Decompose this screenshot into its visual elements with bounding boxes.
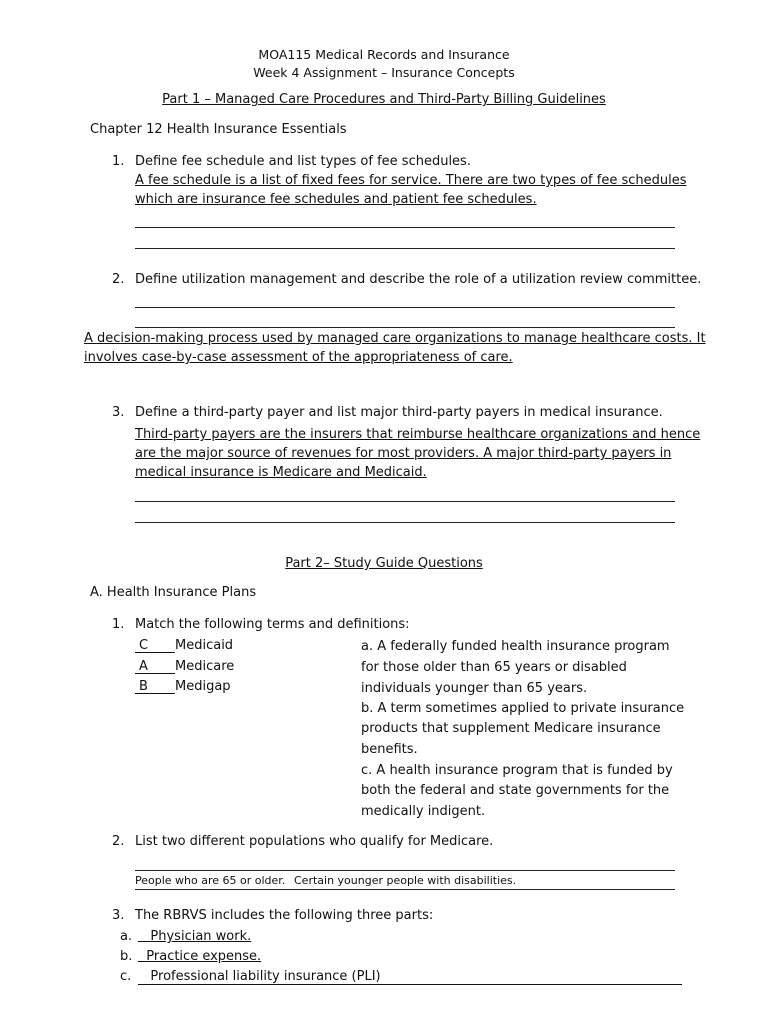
part2-title: Part 2– Study Guide Questions [285, 556, 483, 571]
p2-q1-question: Match the following terms and definitions: [135, 617, 410, 632]
match-row [135, 659, 234, 674]
definition-line: a. A federally funded health insurance program [361, 639, 670, 654]
q3-blank-line [135, 501, 675, 502]
p2-q2-blank-line [135, 889, 675, 890]
q1-question: Define fee schedule and list types of fee schedules. [135, 154, 471, 169]
q2-answer-line1: A decision-making process used by managed care organizations to manage healthcare costs. It [84, 331, 706, 346]
q2-question: Define utilization management and describe the role of a utilization review committee. [135, 272, 702, 287]
q1-blank-line [135, 227, 675, 228]
p2-q2-number: 2. [112, 834, 125, 849]
p2-q1-number: 1. [112, 617, 125, 632]
chapter-heading: Chapter 12 Health Insurance Essentials [90, 122, 347, 137]
definition-line: medically indigent. [361, 804, 486, 819]
match-letter: A [135, 659, 175, 674]
rbrvs-part-value: Practice expense. [146, 949, 262, 964]
section-a-heading: A. Health Insurance Plans [90, 585, 257, 600]
q2-answer-line2: involves case-by-case assessment of the appropriateness of care. [84, 350, 513, 365]
match-term: Medigap [175, 679, 231, 694]
definition-line: individuals younger than 65 years. [361, 681, 588, 696]
definition-line: both the federal and state governments for the [361, 783, 670, 798]
p2-q2-answer-a: People who are 65 or older. [135, 874, 286, 887]
q3-blank-line [135, 522, 675, 523]
definition-line: b. A term sometimes applied to private insurance [361, 701, 685, 716]
p2-q2-question: List two different populations who qualify for Medicare. [135, 834, 494, 849]
q3-answer-line2: are the major source of revenues for most providers. A major third-party payers in [135, 446, 672, 461]
p2-q3-question: The RBRVS includes the following three parts: [135, 908, 434, 923]
p2-q2-blank-line [135, 870, 675, 871]
part1-title: Part 1 – Managed Care Procedures and Third-Party Billing Guidelines [162, 92, 606, 107]
definition-line: c. A health insurance program that is funded by [361, 763, 673, 778]
definition-line: for those older than 65 years or disabled [361, 660, 627, 675]
q2-blank-line [135, 307, 675, 308]
q1-blank-line [135, 248, 675, 249]
q3-number: 3. [112, 405, 125, 420]
q1-number: 1. [112, 154, 125, 169]
rbrvs-part-value: Physician work. [150, 929, 252, 944]
rbrvs-part-value: Professional liability insurance (PLI) [138, 969, 682, 985]
q2-blank-line [135, 327, 675, 328]
assignment-title: Week 4 Assignment – Insurance Concepts [253, 65, 515, 80]
q1-answer-line1: A fee schedule is a list of fixed fees for service. There are two types of fee schedules [135, 173, 687, 188]
course-title: MOA115 Medical Records and Insurance [258, 47, 510, 62]
q3-answer-line1: Third-party payers are the insurers that reimburse healthcare organizations and hence [135, 427, 701, 442]
match-term: Medicare [175, 659, 235, 674]
q2-number: 2. [112, 272, 125, 287]
match-letter: C [135, 638, 175, 653]
rbrvs-part-label: c. [120, 969, 132, 984]
match-letter: B [135, 679, 175, 694]
definition-line: benefits. [361, 742, 418, 757]
match-row [135, 638, 233, 653]
q1-answer-line2: which are insurance fee schedules and patient fee schedules. [135, 192, 537, 207]
q3-question: Define a third-party payer and list major third-party payers in medical insurance. [135, 405, 663, 420]
p2-q2-answer-b: Certain younger people with disabilities. [294, 874, 517, 887]
rbrvs-part-label: a. [120, 929, 133, 944]
p2-q3-number: 3. [112, 908, 125, 923]
definition-line: products that supplement Medicare insurance [361, 721, 661, 736]
rbrvs-part-label: b. [120, 949, 133, 964]
match-row [135, 679, 231, 694]
q3-answer-line3: medical insurance is Medicare and Medicaid. [135, 465, 427, 480]
match-term: Medicaid [175, 638, 234, 653]
